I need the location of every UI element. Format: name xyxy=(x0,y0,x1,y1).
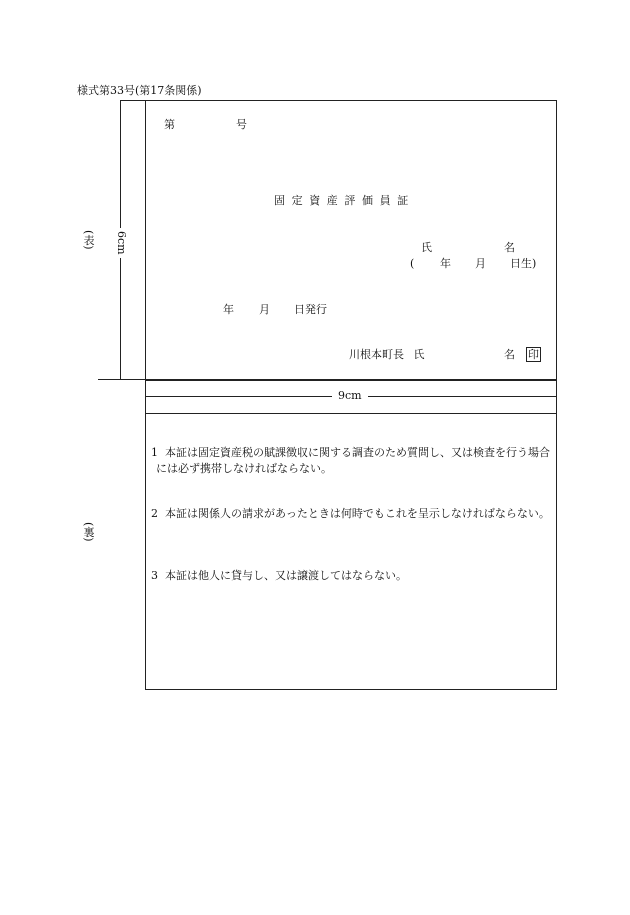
name-label-first: 氏 xyxy=(421,241,432,254)
note-2-text: 本証は関係人の請求があったときは何時でもこれを呈示しなければならない。 xyxy=(165,507,550,520)
issue-day: 日発行 xyxy=(294,303,327,316)
number-suffix: 号 xyxy=(236,118,247,131)
number-prefix: 第 xyxy=(164,118,175,131)
birth-open-paren: ( xyxy=(410,257,415,270)
note-1-text: 本証は固定資産税の賦課徴収に関する調査のため質問し、又は検査を行う場合には必ず携帯しなければならない。 xyxy=(156,446,550,475)
note-3-number: 3 xyxy=(151,569,158,582)
form-title: 様式第33号(第17条関係) xyxy=(77,84,202,97)
birth-day: 日生) xyxy=(510,257,537,270)
back-card xyxy=(145,380,557,690)
name-label-second: 名 xyxy=(504,241,515,254)
dimension-tick-top xyxy=(120,100,145,101)
card-title: 固定資産評価員証 xyxy=(274,194,415,207)
height-dimension-label: 6cm xyxy=(115,228,127,258)
back-side-label: (裏) xyxy=(82,522,95,542)
note-3-text: 本証は他人に貸与し、又は譲渡してはならない。 xyxy=(165,569,407,582)
issuer-name-label: 名 xyxy=(504,348,515,361)
issuer-title: 川根本町長 氏 xyxy=(349,348,425,361)
width-dimension-underline xyxy=(145,413,557,414)
front-card xyxy=(145,100,557,380)
birth-month: 月 xyxy=(475,257,486,270)
front-side-label: (表) xyxy=(82,230,95,250)
birth-year: 年 xyxy=(440,257,451,270)
note-2-number: 2 xyxy=(151,507,158,520)
note-1-number: 1 xyxy=(151,446,158,459)
seal-stamp: 印 xyxy=(528,348,539,361)
issue-year: 年 xyxy=(223,303,234,316)
width-dimension-label: 9cm xyxy=(332,389,368,403)
issue-month: 月 xyxy=(259,303,270,316)
